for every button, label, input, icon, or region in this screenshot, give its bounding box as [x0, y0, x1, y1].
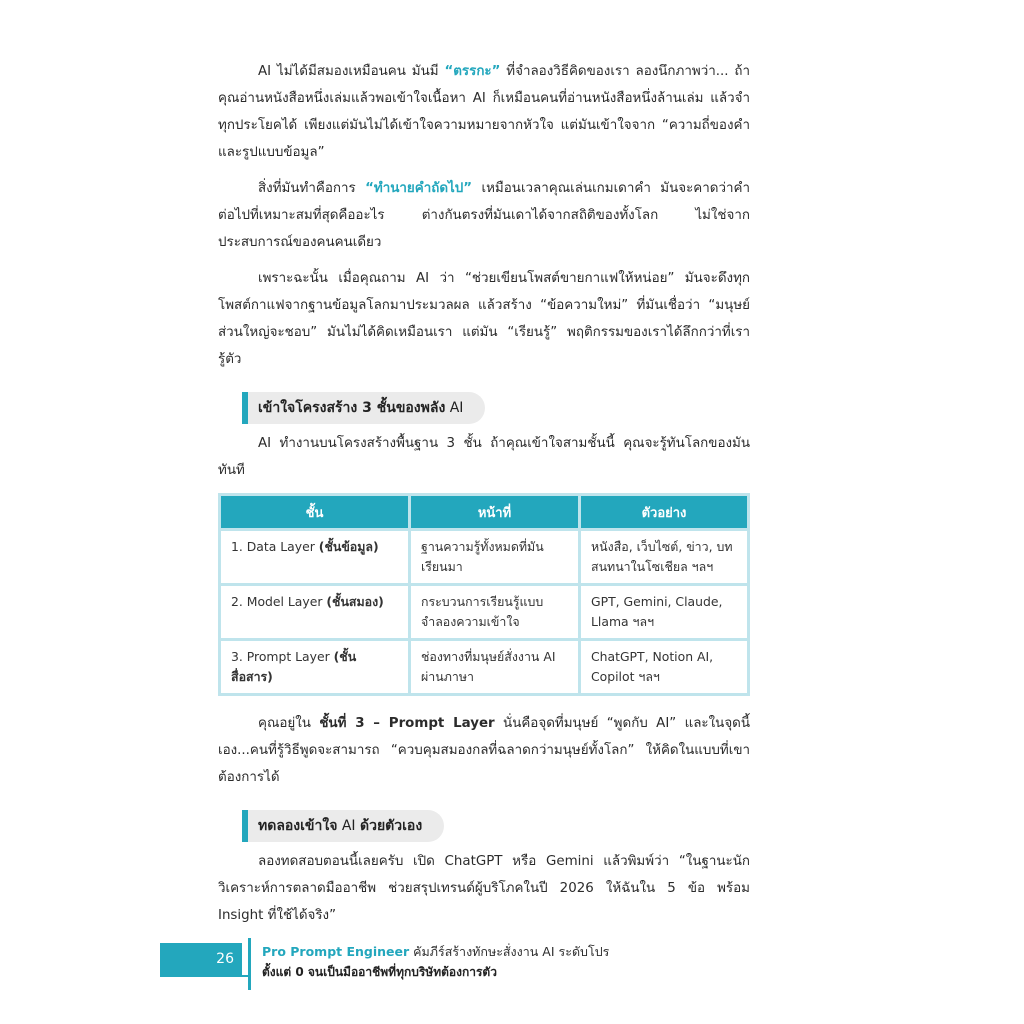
layer-name-thai: (ชั้นสื่อสาร): [231, 649, 357, 684]
paragraph-6: ลองทดสอบตอนนี้เลยครับ เปิด ChatGPT หรือ Gemini แล้วพิมพ์ว่า “ในฐานะนักวิเคราะห์การตลาดมืออาชีพ ช่วยสรุปเทรนด์ผู้บริโภคในปี 2026 ให้ฉันใน 5 ข้อ พร้อม Insight ที่ใช้ได้จริง”: [218, 854, 750, 923]
section-heading-text: AI: [445, 400, 464, 416]
layer-name: 3. Prompt Layer: [231, 649, 334, 664]
table-row: [221, 586, 747, 638]
footer-title-line: [262, 942, 609, 962]
book-subtitle: คัมภีร์สร้างทักษะสั่งงาน AI ระดับโปร: [409, 944, 610, 959]
section-heading-bold: เข้าใจโครงสร้าง 3 ชั้นของพลัง: [258, 400, 446, 416]
page-content: [218, 58, 750, 938]
paragraph-text: สิ่งที่มันทำคือการ: [258, 181, 366, 196]
paragraph-3: เพราะฉะนั้น เมื่อคุณถาม AI ว่า “ช่วยเขียนโพสต์ขายกาแฟให้หน่อย” มันจะดึงทุกโพสต์กาแฟจากฐานข้อมูลโลกมาประมวลผล แล้วสร้าง “ข้อความใหม่” ที่มันเชื่อว่า “มนุษย์ส่วนใหญ่จะชอบ” มันไม่ได้คิดเหมือนเรา แต่มัน “เรียนรู้” พฤติกรรมของเราได้ลึกกว่าที่เรารู้ตัว: [218, 271, 750, 367]
table-cell-example: หนังสือ, เว็บไซต์, ข่าว, บทสนทนาในโซเชียล ฯลฯ: [581, 531, 747, 583]
table-header-example: ตัวอย่าง: [581, 496, 747, 528]
paragraph-text: AI ไม่ได้มีสมองเหมือนคน มันมี: [258, 64, 445, 79]
table-cell-example: ChatGPT, Notion AI, Copilot ฯลฯ: [581, 641, 747, 693]
table-cell-role: กระบวนการเรียนรู้แบบจำลองความเข้าใจ: [411, 586, 578, 638]
section-heading-try: [242, 810, 444, 842]
section-heading-structure: [242, 392, 485, 424]
table-cell-role: ช่องทางที่มนุษย์สั่งงาน AI ผ่านภาษา: [411, 641, 578, 693]
paragraph-4: AI ทำงานบนโครงสร้างพื้นฐาน 3 ชั้น ถ้าคุณเข้าใจสามชั้นนี้ คุณจะรู้ทันโลกของมันทันที: [218, 436, 750, 478]
paragraph-5: [218, 710, 750, 791]
table-header-row: [221, 496, 747, 528]
footer-underline: [160, 975, 248, 977]
paragraph-text: นั่นคือจุดที่มนุษย์ “พูดกับ AI” และในจุดนี้เอง...คนที่รู้วิธีพูดจะสามารถ “ควบคุมสมองกลที่ฉลาดกว่ามนุษย์ทั้งโลก” ให้คิดในแบบที่เขาต้องการได้: [218, 716, 751, 785]
layer-name: 1. Data Layer: [231, 539, 319, 554]
section-heading-bold: ทดลองเข้าใจ: [258, 818, 338, 834]
table-header-layer: ชั้น: [221, 496, 408, 528]
running-footer: [262, 942, 609, 982]
table-cell-role: ฐานความรู้ทั้งหมดที่มันเรียนมา: [411, 531, 578, 583]
section-heading-bold: ด้วยตัวเอง: [360, 818, 423, 834]
footer-divider: [248, 938, 251, 990]
book-title: Pro Prompt Engineer: [262, 944, 410, 959]
paragraph-1: [218, 58, 750, 166]
table-header-role: หน้าที่: [411, 496, 578, 528]
layers-table: [218, 493, 750, 696]
table-cell-example: GPT, Gemini, Claude, Llama ฯลฯ: [581, 586, 747, 638]
book-tagline: ตั้งแต่ 0 จนเป็นมืออาชีพที่ทุกบริษัทต้องการตัว: [262, 965, 497, 979]
paragraph-text: ที่จำลองวิธีคิดของเรา ลองนึกภาพว่า... ถ้าคุณอ่านหนังสือหนึ่งเล่มแล้วพอเข้าใจเนื้อหา AI ก็เหมือนคนที่อ่านหนังสือหนึ่งล้านเล่ม แล้วจำทุกประโยคได้ เพียงแต่มันไม่ได้เข้าใจความหมายจากหัวใจ แต่มันเข้าใจจาก “ความถี่ของคำและรูปแบบข้อมูล”: [218, 64, 750, 160]
table-row: [221, 531, 747, 583]
highlight-term: “ตรรกะ”: [444, 64, 501, 79]
bold-term: ชั้นที่ 3 – Prompt Layer: [319, 716, 495, 731]
highlight-term: “ทำนายคำถัดไป”: [365, 181, 473, 196]
table-cell-layer: [221, 531, 408, 583]
section-heading-text: AI: [337, 818, 361, 834]
paragraph-text: เหมือนเวลาคุณเล่นเกมเดาคำ มันจะคาดว่าคำต่อไปที่เหมาะสมที่สุดคืออะไร ต่างกันตรงที่มันเดาได้จากสถิติของทั้งโลก ไม่ใช่จากประสบการณ์ของคนคนเดียว: [218, 181, 750, 250]
table-cell-layer: [221, 586, 408, 638]
paragraph-text: คุณอยู่ใน: [258, 716, 320, 731]
layer-name-thai: (ชั้นข้อมูล): [318, 539, 379, 554]
paragraph-2: [218, 175, 750, 256]
page-number: 26: [216, 951, 234, 967]
layer-name-thai: (ชั้นสมอง): [326, 594, 384, 609]
layer-name: 2. Model Layer: [231, 594, 327, 609]
table-row: [221, 641, 747, 693]
table-cell-layer: [221, 641, 408, 693]
